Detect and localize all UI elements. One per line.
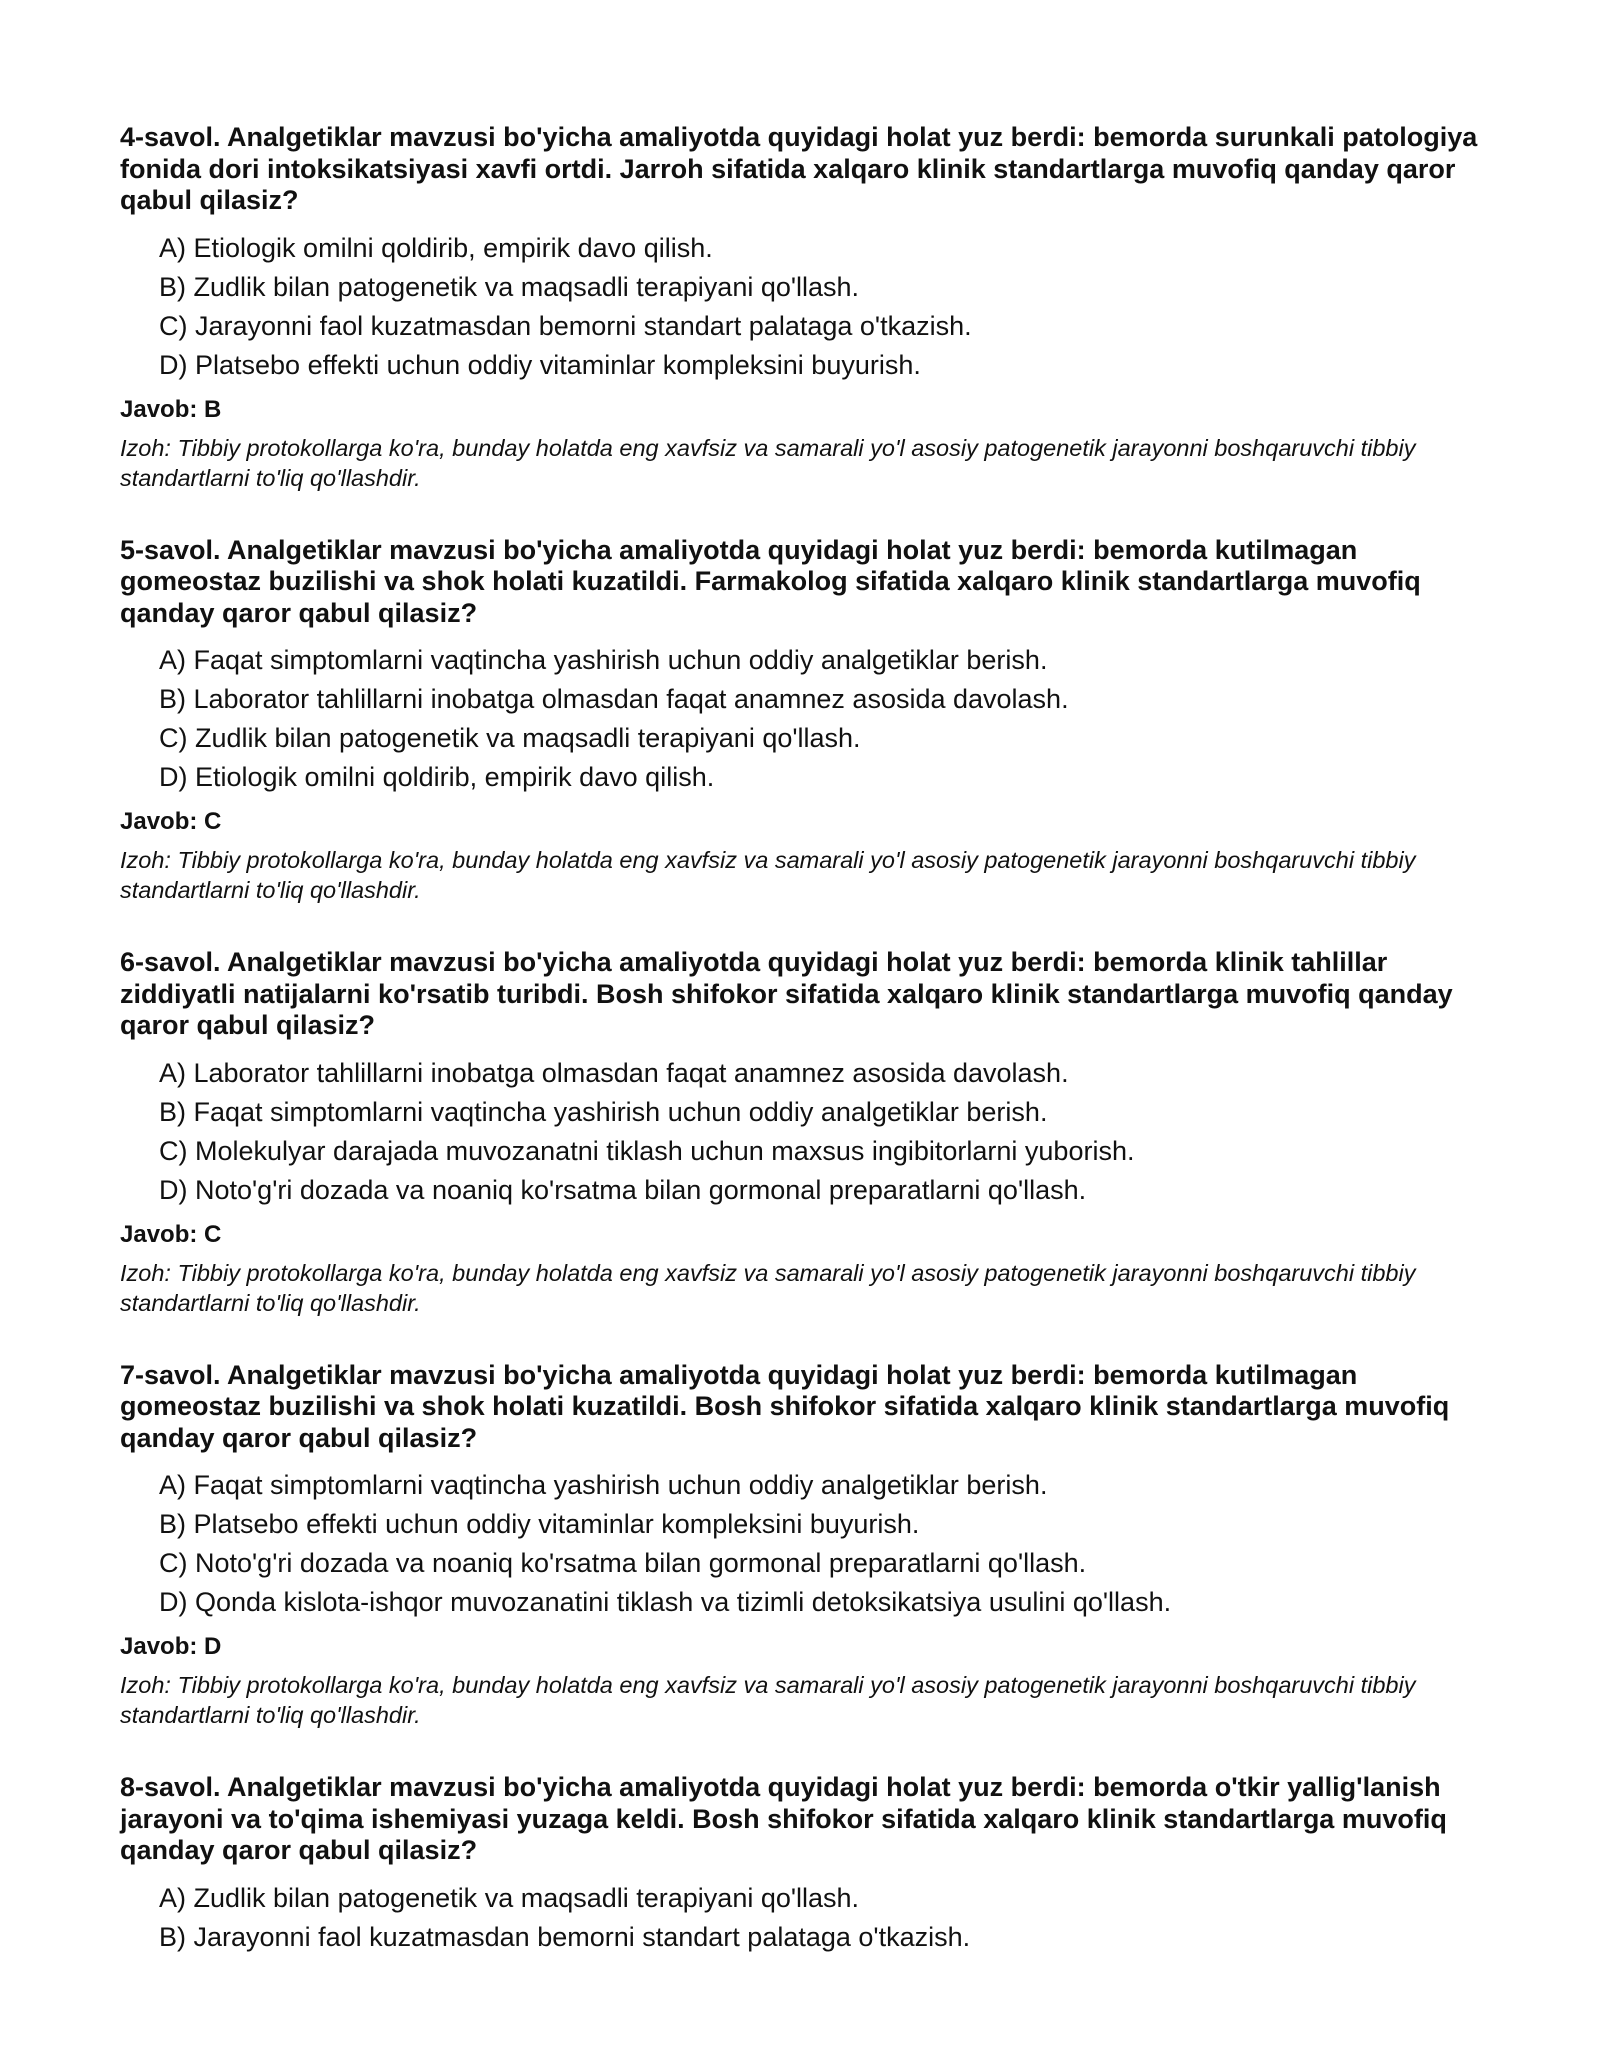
option-c: C) Jarayonni faol kuzatmasdan bemorni standart palataga o'tkazish. — [159, 310, 972, 341]
option-d: D) Noto'g'ri dozada va noaniq ko'rsatma bilan gormonal preparatlarni qo'llash. — [159, 1174, 1087, 1205]
explanation-note: Izoh: Tibbiy protokollarga ko'ra, bunday holatda eng xavfsiz va samarali yo'l asosiy patogenetik jarayonni boshqaruvchi tibbiy standartlarni to'liq qo'llashdir. — [120, 847, 1416, 903]
explanation-note: Izoh: Tibbiy protokollarga ko'ra, bunday holatda eng xavfsiz va samarali yo'l asosiy patogenetik jarayonni boshqaruvchi tibbiy standartlarni to'liq qo'llashdir. — [120, 1259, 1416, 1316]
option-b: B) Faqat simptomlarni vaqtincha yashirish uchun oddiy analgetiklar berish. — [159, 1096, 1048, 1127]
option-list — [120, 229, 1490, 385]
question-title: 5-savol. Analgetiklar mavzusi bo'yicha amaliyotda quyidagi holat yuz berdi: bemorda kutilmagan gomeostaz buzilishi va shok holati kuzatildi. Farmakolog sifatida xalqaro klinik standartlarga muvofiq qanday qaror qabul qilasiz? — [120, 534, 1421, 628]
explanation-note: Izoh: Tibbiy protokollarga ko'ra, bunday holatda eng xavfsiz va samarali yo'l asosiy patogenetik jarayonni boshqaruvchi tibbiy standartlarni to'liq qo'llashdir. — [120, 1672, 1416, 1728]
question-title: 8-savol. Analgetiklar mavzusi bo'yicha amaliyotda quyidagi holat yuz berdi: bemorda o'tkir yallig'lanish jarayoni va to'qima ishemiyasi yuzaga keldi. Bosh shifokor sifatida xalqaro klinik standartlarga muvofiq qanday qaror qabul qilasiz? — [120, 1772, 1447, 1865]
option-a: A) Faqat simptomlarni vaqtincha yashirish uchun oddiy analgetiklar berish. — [159, 1470, 1048, 1500]
answer-line: Javob: C — [120, 1220, 222, 1248]
option-d: D) Qonda kislota-ishqor muvozanatini tiklash va tizimli detoksikatsiya usulini qo'llash. — [159, 1587, 1172, 1617]
question-block — [120, 1360, 1490, 1731]
answer-line: Javob: C — [120, 808, 222, 835]
explanation-note: Izoh: Tibbiy protokollarga ko'ra, bunday holatda eng xavfsiz va samarali yo'l asosiy patogenetik jarayonni boshqaruvchi tibbiy standartlarni to'liq qo'llashdir. — [120, 434, 1416, 491]
option-list — [120, 1879, 1490, 1957]
option-d: D) Platsebo effekti uchun oddiy vitaminlar kompleksini buyurish. — [159, 349, 921, 380]
question-block — [120, 1772, 1490, 1957]
option-d: D) Etiologik omilni qoldirib, empirik davo qilish. — [159, 762, 715, 792]
answer-line: Javob: B — [120, 395, 222, 423]
option-a: A) Laborator tahlillarni inobatga olmasdan faqat anamnez asosida davolash. — [159, 1057, 1069, 1088]
option-b: B) Laborator tahlillarni inobatga olmasdan faqat anamnez asosida davolash. — [159, 684, 1069, 714]
question-title: 7-savol. Analgetiklar mavzusi bo'yicha amaliyotda quyidagi holat yuz berdi: bemorda kutilmagan gomeostaz buzilishi va shok holati kuzatildi. Bosh shifokor sifatida xalqaro klinik standartlarga muvofiq qanday qaror qabul qilasiz? — [120, 1359, 1450, 1453]
option-b: B) Platsebo effekti uchun oddiy vitaminlar kompleksini buyurish. — [159, 1509, 920, 1539]
question-title: 4-savol. Analgetiklar mavzusi bo'yicha amaliyotda quyidagi holat yuz berdi: bemorda surunkali patologiya fonida dori intoksikatsiyasi xavfi ortdi. Jarroh sifatida xalqaro klinik standartlarga muvofiq qanday qaror qabul qilasiz? — [120, 122, 1478, 215]
option-a: A) Faqat simptomlarni vaqtincha yashirish uchun oddiy analgetiklar berish. — [159, 645, 1048, 675]
question-title: 6-savol. Analgetiklar mavzusi bo'yicha amaliyotda quyidagi holat yuz berdi: bemorda klinik tahlillar ziddiyatli natijalarni ko'rsatib turibdi. Bosh shifokor sifatida xalqaro klinik standartlarga muvofiq qanday qaror qabul qilasiz? — [120, 947, 1453, 1040]
option-a: A) Zudlik bilan patogenetik va maqsadli terapiyani qo'llash. — [159, 1882, 860, 1913]
option-list — [120, 1466, 1490, 1622]
option-c: C) Molekulyar darajada muvozanatni tiklash uchun maxsus ingibitorlarni yuborish. — [159, 1135, 1135, 1166]
option-list — [120, 641, 1490, 797]
answer-line: Javob: D — [120, 1633, 222, 1660]
question-block — [120, 947, 1490, 1318]
option-list — [120, 1054, 1490, 1210]
question-block — [120, 122, 1490, 493]
question-block — [120, 535, 1490, 906]
option-c: C) Noto'g'ri dozada va noaniq ko'rsatma bilan gormonal preparatlarni qo'llash. — [159, 1548, 1087, 1578]
option-b: B) Jarayonni faol kuzatmasdan bemorni standart palataga o'tkazish. — [159, 1921, 971, 1952]
option-b: B) Zudlik bilan patogenetik va maqsadli terapiyani qo'llash. — [159, 271, 860, 302]
option-c: C) Zudlik bilan patogenetik va maqsadli terapiyani qo'llash. — [159, 723, 861, 753]
option-a: A) Etiologik omilni qoldirib, empirik davo qilish. — [159, 232, 713, 263]
document-page — [120, 122, 1490, 1999]
